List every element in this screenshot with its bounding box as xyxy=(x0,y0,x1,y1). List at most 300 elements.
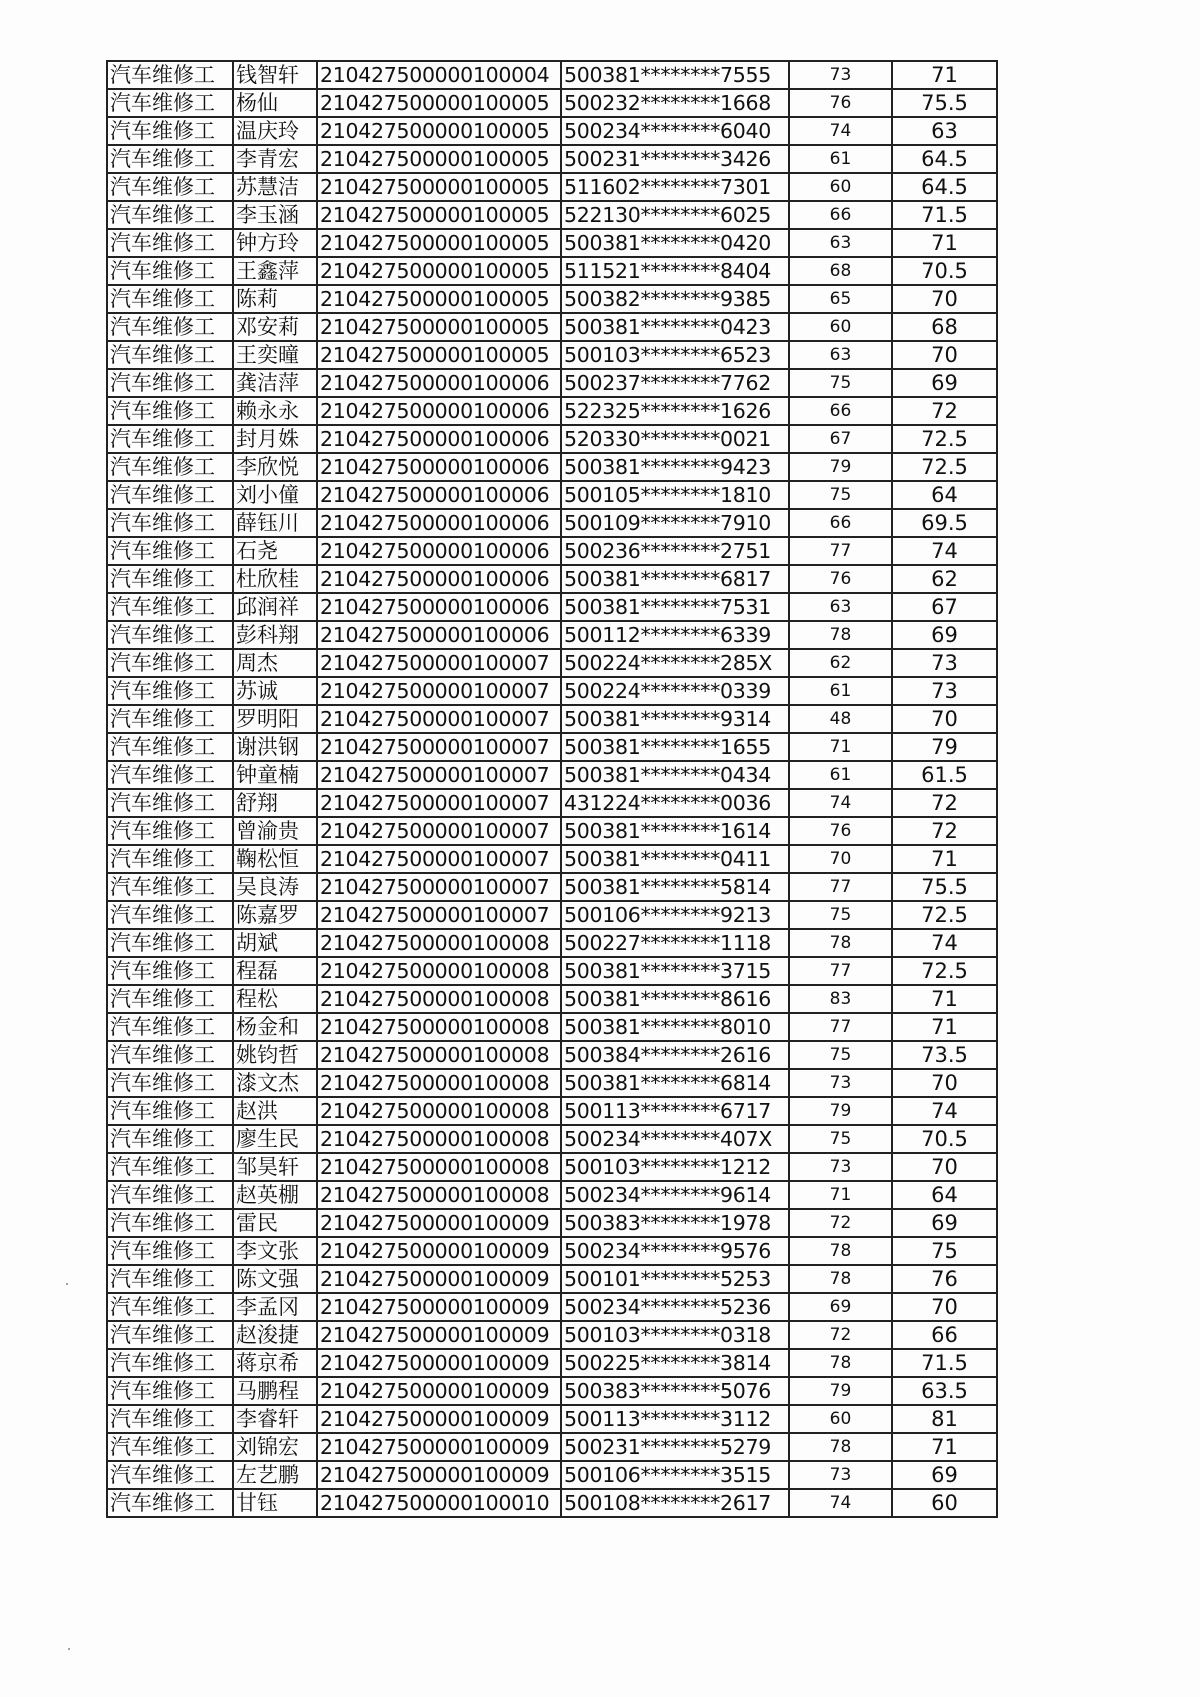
job-type-cell: 汽车维修工 xyxy=(107,1013,233,1041)
job-type-cell: 汽车维修工 xyxy=(107,285,233,313)
score-2-cell: 69 xyxy=(892,1209,997,1237)
certificate-number-cell: 210427500000100004 xyxy=(317,61,561,89)
score-2-cell: 70 xyxy=(892,1153,997,1181)
score-1-cell: 78 xyxy=(789,621,892,649)
id-number-cell: 500381********8616 xyxy=(561,985,789,1013)
score-1-cell: 70 xyxy=(789,845,892,873)
name-cell: 胡斌 xyxy=(233,929,317,957)
score-2-cell: 71 xyxy=(892,229,997,257)
certificate-number-cell: 210427500000100008 xyxy=(317,929,561,957)
score-2-cell: 63.5 xyxy=(892,1377,997,1405)
certificate-number-cell: 210427500000100008 xyxy=(317,1041,561,1069)
id-number-cell: 500384********2616 xyxy=(561,1041,789,1069)
name-cell: 龚洁萍 xyxy=(233,369,317,397)
name-cell: 李睿轩 xyxy=(233,1405,317,1433)
name-cell: 漆文杰 xyxy=(233,1069,317,1097)
certificate-number-cell: 210427500000100009 xyxy=(317,1433,561,1461)
score-1-cell: 61 xyxy=(789,761,892,789)
name-cell: 蒋京希 xyxy=(233,1349,317,1377)
id-number-cell: 500381********3715 xyxy=(561,957,789,985)
name-cell: 吴良涛 xyxy=(233,873,317,901)
id-number-cell: 500103********6523 xyxy=(561,341,789,369)
job-type-cell: 汽车维修工 xyxy=(107,397,233,425)
id-number-cell: 500231********3426 xyxy=(561,145,789,173)
name-cell: 姚钧哲 xyxy=(233,1041,317,1069)
id-number-cell: 500381********0411 xyxy=(561,845,789,873)
table-row xyxy=(107,1405,997,1433)
name-cell: 彭科翔 xyxy=(233,621,317,649)
name-cell: 赵洪 xyxy=(233,1097,317,1125)
table-row xyxy=(107,1349,997,1377)
table-row xyxy=(107,593,997,621)
score-2-cell: 72 xyxy=(892,397,997,425)
score-2-cell: 64 xyxy=(892,1181,997,1209)
score-2-cell: 70 xyxy=(892,1293,997,1321)
table-row xyxy=(107,1069,997,1097)
score-2-cell: 75.5 xyxy=(892,873,997,901)
name-cell: 舒翔 xyxy=(233,789,317,817)
score-2-cell: 72.5 xyxy=(892,425,997,453)
id-number-cell: 500381********9314 xyxy=(561,705,789,733)
certificate-number-cell: 210427500000100006 xyxy=(317,397,561,425)
score-1-cell: 72 xyxy=(789,1321,892,1349)
score-1-cell: 77 xyxy=(789,1013,892,1041)
score-2-cell: 74 xyxy=(892,1097,997,1125)
job-type-cell: 汽车维修工 xyxy=(107,1153,233,1181)
id-number-cell: 500103********1212 xyxy=(561,1153,789,1181)
job-type-cell: 汽车维修工 xyxy=(107,1237,233,1265)
score-1-cell: 75 xyxy=(789,369,892,397)
certificate-number-cell: 210427500000100005 xyxy=(317,117,561,145)
name-cell: 罗明阳 xyxy=(233,705,317,733)
score-1-cell: 68 xyxy=(789,257,892,285)
id-number-cell: 511602********7301 xyxy=(561,173,789,201)
score-2-cell: 74 xyxy=(892,929,997,957)
table-row xyxy=(107,1153,997,1181)
table-row xyxy=(107,397,997,425)
score-2-cell: 68 xyxy=(892,313,997,341)
table-row xyxy=(107,1377,997,1405)
name-cell: 杨仙 xyxy=(233,89,317,117)
name-cell: 谢洪钢 xyxy=(233,733,317,761)
job-type-cell: 汽车维修工 xyxy=(107,621,233,649)
score-1-cell: 63 xyxy=(789,229,892,257)
id-number-cell: 500237********7762 xyxy=(561,369,789,397)
score-2-cell: 64 xyxy=(892,481,997,509)
name-cell: 薛钰川 xyxy=(233,509,317,537)
score-1-cell: 71 xyxy=(789,733,892,761)
job-type-cell: 汽车维修工 xyxy=(107,901,233,929)
name-cell: 温庆玲 xyxy=(233,117,317,145)
id-number-cell: 500234********9576 xyxy=(561,1237,789,1265)
score-2-cell: 66 xyxy=(892,1321,997,1349)
certificate-number-cell: 210427500000100008 xyxy=(317,1097,561,1125)
score-table xyxy=(106,60,998,1518)
certificate-number-cell: 210427500000100009 xyxy=(317,1377,561,1405)
score-2-cell: 75.5 xyxy=(892,89,997,117)
name-cell: 曾渝贵 xyxy=(233,817,317,845)
id-number-cell: 500381********0420 xyxy=(561,229,789,257)
id-number-cell: 500234********9614 xyxy=(561,1181,789,1209)
table-row xyxy=(107,425,997,453)
job-type-cell: 汽车维修工 xyxy=(107,1125,233,1153)
certificate-number-cell: 210427500000100007 xyxy=(317,817,561,845)
certificate-number-cell: 210427500000100009 xyxy=(317,1461,561,1489)
name-cell: 赖永永 xyxy=(233,397,317,425)
score-1-cell: 83 xyxy=(789,985,892,1013)
score-1-cell: 74 xyxy=(789,1489,892,1517)
table-row xyxy=(107,789,997,817)
job-type-cell: 汽车维修工 xyxy=(107,929,233,957)
job-type-cell: 汽车维修工 xyxy=(107,1405,233,1433)
score-1-cell: 78 xyxy=(789,1433,892,1461)
score-2-cell: 69 xyxy=(892,1461,997,1489)
id-number-cell: 500232********1668 xyxy=(561,89,789,117)
score-1-cell: 71 xyxy=(789,1181,892,1209)
score-1-cell: 76 xyxy=(789,565,892,593)
score-1-cell: 78 xyxy=(789,929,892,957)
name-cell: 钟方玲 xyxy=(233,229,317,257)
table-row xyxy=(107,929,997,957)
score-1-cell: 61 xyxy=(789,145,892,173)
score-2-cell: 71 xyxy=(892,845,997,873)
name-cell: 陈莉 xyxy=(233,285,317,313)
job-type-cell: 汽车维修工 xyxy=(107,173,233,201)
id-number-cell: 500234********5236 xyxy=(561,1293,789,1321)
score-1-cell: 63 xyxy=(789,593,892,621)
score-2-cell: 61.5 xyxy=(892,761,997,789)
job-type-cell: 汽车维修工 xyxy=(107,313,233,341)
table-row xyxy=(107,1237,997,1265)
table-row xyxy=(107,1265,997,1293)
job-type-cell: 汽车维修工 xyxy=(107,1041,233,1069)
id-number-cell: 500383********1978 xyxy=(561,1209,789,1237)
score-1-cell: 77 xyxy=(789,537,892,565)
certificate-number-cell: 210427500000100006 xyxy=(317,621,561,649)
name-cell: 李孟冈 xyxy=(233,1293,317,1321)
id-number-cell: 500113********3112 xyxy=(561,1405,789,1433)
certificate-number-cell: 210427500000100008 xyxy=(317,1181,561,1209)
table-row xyxy=(107,201,997,229)
table-row xyxy=(107,621,997,649)
id-number-cell: 500381********0434 xyxy=(561,761,789,789)
name-cell: 赵英棚 xyxy=(233,1181,317,1209)
job-type-cell: 汽车维修工 xyxy=(107,1489,233,1517)
table-row xyxy=(107,341,997,369)
name-cell: 苏诚 xyxy=(233,677,317,705)
table-row xyxy=(107,481,997,509)
table-row xyxy=(107,257,997,285)
job-type-cell: 汽车维修工 xyxy=(107,817,233,845)
table-row xyxy=(107,509,997,537)
score-2-cell: 62 xyxy=(892,565,997,593)
score-1-cell: 72 xyxy=(789,1209,892,1237)
job-type-cell: 汽车维修工 xyxy=(107,1461,233,1489)
scan-speck xyxy=(68,1648,70,1650)
certificate-number-cell: 210427500000100005 xyxy=(317,229,561,257)
certificate-number-cell: 210427500000100007 xyxy=(317,901,561,929)
name-cell: 封月姝 xyxy=(233,425,317,453)
table-row xyxy=(107,1041,997,1069)
name-cell: 杜欣桂 xyxy=(233,565,317,593)
certificate-number-cell: 210427500000100008 xyxy=(317,1153,561,1181)
table-row xyxy=(107,649,997,677)
name-cell: 杨金和 xyxy=(233,1013,317,1041)
name-cell: 李欣悦 xyxy=(233,453,317,481)
certificate-number-cell: 210427500000100005 xyxy=(317,313,561,341)
name-cell: 周杰 xyxy=(233,649,317,677)
score-1-cell: 65 xyxy=(789,285,892,313)
certificate-number-cell: 210427500000100009 xyxy=(317,1265,561,1293)
id-number-cell: 500381********8010 xyxy=(561,1013,789,1041)
job-type-cell: 汽车维修工 xyxy=(107,845,233,873)
name-cell: 程松 xyxy=(233,985,317,1013)
id-number-cell: 500231********5279 xyxy=(561,1433,789,1461)
name-cell: 钱智轩 xyxy=(233,61,317,89)
id-number-cell: 500381********0423 xyxy=(561,313,789,341)
name-cell: 王奕曈 xyxy=(233,341,317,369)
job-type-cell: 汽车维修工 xyxy=(107,593,233,621)
table-row xyxy=(107,901,997,929)
job-type-cell: 汽车维修工 xyxy=(107,789,233,817)
certificate-number-cell: 210427500000100008 xyxy=(317,1069,561,1097)
job-type-cell: 汽车维修工 xyxy=(107,1181,233,1209)
job-type-cell: 汽车维修工 xyxy=(107,649,233,677)
score-2-cell: 74 xyxy=(892,537,997,565)
score-2-cell: 71 xyxy=(892,61,997,89)
table-row xyxy=(107,1433,997,1461)
job-type-cell: 汽车维修工 xyxy=(107,89,233,117)
score-2-cell: 70 xyxy=(892,1069,997,1097)
score-2-cell: 60 xyxy=(892,1489,997,1517)
score-2-cell: 69 xyxy=(892,369,997,397)
score-1-cell: 60 xyxy=(789,313,892,341)
table-row xyxy=(107,1181,997,1209)
id-number-cell: 500381********5814 xyxy=(561,873,789,901)
score-2-cell: 69 xyxy=(892,621,997,649)
score-2-cell: 64.5 xyxy=(892,173,997,201)
table-row xyxy=(107,1209,997,1237)
job-type-cell: 汽车维修工 xyxy=(107,705,233,733)
score-1-cell: 79 xyxy=(789,1377,892,1405)
id-number-cell: 500103********0318 xyxy=(561,1321,789,1349)
certificate-number-cell: 210427500000100006 xyxy=(317,369,561,397)
certificate-number-cell: 210427500000100006 xyxy=(317,481,561,509)
score-2-cell: 71 xyxy=(892,1433,997,1461)
id-number-cell: 500381********7555 xyxy=(561,61,789,89)
table-row xyxy=(107,677,997,705)
score-2-cell: 63 xyxy=(892,117,997,145)
table-row xyxy=(107,313,997,341)
score-1-cell: 74 xyxy=(789,117,892,145)
job-type-cell: 汽车维修工 xyxy=(107,1321,233,1349)
score-1-cell: 78 xyxy=(789,1349,892,1377)
certificate-number-cell: 210427500000100009 xyxy=(317,1293,561,1321)
certificate-number-cell: 210427500000100009 xyxy=(317,1349,561,1377)
id-number-cell: 500108********2617 xyxy=(561,1489,789,1517)
certificate-number-cell: 210427500000100007 xyxy=(317,649,561,677)
table-row xyxy=(107,817,997,845)
certificate-number-cell: 210427500000100007 xyxy=(317,733,561,761)
score-1-cell: 61 xyxy=(789,677,892,705)
name-cell: 陈文强 xyxy=(233,1265,317,1293)
score-1-cell: 48 xyxy=(789,705,892,733)
score-1-cell: 63 xyxy=(789,341,892,369)
id-number-cell: 500112********6339 xyxy=(561,621,789,649)
score-table-body xyxy=(107,61,997,1517)
certificate-number-cell: 210427500000100006 xyxy=(317,537,561,565)
id-number-cell: 500381********1655 xyxy=(561,733,789,761)
table-row xyxy=(107,1321,997,1349)
score-2-cell: 75 xyxy=(892,1237,997,1265)
score-1-cell: 75 xyxy=(789,901,892,929)
score-1-cell: 77 xyxy=(789,873,892,901)
table-row xyxy=(107,89,997,117)
score-1-cell: 77 xyxy=(789,957,892,985)
score-1-cell: 60 xyxy=(789,1405,892,1433)
table-row xyxy=(107,733,997,761)
table-row xyxy=(107,537,997,565)
score-2-cell: 76 xyxy=(892,1265,997,1293)
table-row xyxy=(107,957,997,985)
score-2-cell: 71 xyxy=(892,985,997,1013)
job-type-cell: 汽车维修工 xyxy=(107,257,233,285)
score-1-cell: 78 xyxy=(789,1265,892,1293)
score-2-cell: 70.5 xyxy=(892,1125,997,1153)
score-1-cell: 76 xyxy=(789,817,892,845)
job-type-cell: 汽车维修工 xyxy=(107,677,233,705)
score-2-cell: 73 xyxy=(892,649,997,677)
score-1-cell: 75 xyxy=(789,1125,892,1153)
id-number-cell: 431224********0036 xyxy=(561,789,789,817)
certificate-number-cell: 210427500000100007 xyxy=(317,761,561,789)
id-number-cell: 500381********7531 xyxy=(561,593,789,621)
name-cell: 邱润祥 xyxy=(233,593,317,621)
score-1-cell: 79 xyxy=(789,453,892,481)
job-type-cell: 汽车维修工 xyxy=(107,369,233,397)
id-number-cell: 500227********1118 xyxy=(561,929,789,957)
job-type-cell: 汽车维修工 xyxy=(107,425,233,453)
table-row xyxy=(107,1461,997,1489)
certificate-number-cell: 210427500000100005 xyxy=(317,341,561,369)
job-type-cell: 汽车维修工 xyxy=(107,565,233,593)
id-number-cell: 500113********6717 xyxy=(561,1097,789,1125)
name-cell: 刘锦宏 xyxy=(233,1433,317,1461)
id-number-cell: 500105********1810 xyxy=(561,481,789,509)
certificate-number-cell: 210427500000100005 xyxy=(317,173,561,201)
score-2-cell: 71.5 xyxy=(892,1349,997,1377)
score-1-cell: 73 xyxy=(789,61,892,89)
name-cell: 雷民 xyxy=(233,1209,317,1237)
id-number-cell: 500106********3515 xyxy=(561,1461,789,1489)
name-cell: 邓安莉 xyxy=(233,313,317,341)
job-type-cell: 汽车维修工 xyxy=(107,1265,233,1293)
certificate-number-cell: 210427500000100005 xyxy=(317,145,561,173)
name-cell: 邹昊轩 xyxy=(233,1153,317,1181)
score-1-cell: 67 xyxy=(789,425,892,453)
certificate-number-cell: 210427500000100009 xyxy=(317,1405,561,1433)
certificate-number-cell: 210427500000100008 xyxy=(317,957,561,985)
name-cell: 李文张 xyxy=(233,1237,317,1265)
job-type-cell: 汽车维修工 xyxy=(107,341,233,369)
id-number-cell: 500234********407X xyxy=(561,1125,789,1153)
score-2-cell: 73 xyxy=(892,677,997,705)
score-1-cell: 73 xyxy=(789,1069,892,1097)
id-number-cell: 520330********0021 xyxy=(561,425,789,453)
certificate-number-cell: 210427500000100006 xyxy=(317,509,561,537)
certificate-number-cell: 210427500000100007 xyxy=(317,873,561,901)
score-2-cell: 72 xyxy=(892,789,997,817)
name-cell: 刘小僮 xyxy=(233,481,317,509)
score-2-cell: 70 xyxy=(892,285,997,313)
id-number-cell: 500224********285X xyxy=(561,649,789,677)
certificate-number-cell: 210427500000100007 xyxy=(317,845,561,873)
score-1-cell: 66 xyxy=(789,201,892,229)
score-2-cell: 79 xyxy=(892,733,997,761)
name-cell: 苏慧洁 xyxy=(233,173,317,201)
certificate-number-cell: 210427500000100006 xyxy=(317,565,561,593)
job-type-cell: 汽车维修工 xyxy=(107,1377,233,1405)
score-1-cell: 79 xyxy=(789,1097,892,1125)
table-row xyxy=(107,873,997,901)
score-1-cell: 73 xyxy=(789,1153,892,1181)
id-number-cell: 511521********8404 xyxy=(561,257,789,285)
table-row xyxy=(107,705,997,733)
certificate-number-cell: 210427500000100005 xyxy=(317,89,561,117)
score-2-cell: 70 xyxy=(892,341,997,369)
score-2-cell: 81 xyxy=(892,1405,997,1433)
table-row xyxy=(107,117,997,145)
certificate-number-cell: 210427500000100005 xyxy=(317,201,561,229)
job-type-cell: 汽车维修工 xyxy=(107,1097,233,1125)
score-1-cell: 60 xyxy=(789,173,892,201)
certificate-number-cell: 210427500000100005 xyxy=(317,257,561,285)
job-type-cell: 汽车维修工 xyxy=(107,761,233,789)
name-cell: 甘钰 xyxy=(233,1489,317,1517)
name-cell: 李玉涵 xyxy=(233,201,317,229)
id-number-cell: 500109********7910 xyxy=(561,509,789,537)
certificate-number-cell: 210427500000100005 xyxy=(317,285,561,313)
certificate-number-cell: 210427500000100006 xyxy=(317,425,561,453)
certificate-number-cell: 210427500000100007 xyxy=(317,789,561,817)
score-1-cell: 75 xyxy=(789,481,892,509)
score-2-cell: 70.5 xyxy=(892,257,997,285)
id-number-cell: 500106********9213 xyxy=(561,901,789,929)
id-number-cell: 522325********1626 xyxy=(561,397,789,425)
score-2-cell: 72.5 xyxy=(892,453,997,481)
certificate-number-cell: 210427500000100008 xyxy=(317,1125,561,1153)
certificate-number-cell: 210427500000100007 xyxy=(317,677,561,705)
id-number-cell: 522130********6025 xyxy=(561,201,789,229)
table-row xyxy=(107,1013,997,1041)
table-row xyxy=(107,173,997,201)
name-cell: 王鑫萍 xyxy=(233,257,317,285)
id-number-cell: 500382********9385 xyxy=(561,285,789,313)
id-number-cell: 500236********2751 xyxy=(561,537,789,565)
table-row xyxy=(107,845,997,873)
job-type-cell: 汽车维修工 xyxy=(107,1209,233,1237)
certificate-number-cell: 210427500000100009 xyxy=(317,1209,561,1237)
score-1-cell: 75 xyxy=(789,1041,892,1069)
job-type-cell: 汽车维修工 xyxy=(107,733,233,761)
table-row xyxy=(107,285,997,313)
job-type-cell: 汽车维修工 xyxy=(107,201,233,229)
score-2-cell: 71 xyxy=(892,1013,997,1041)
score-1-cell: 66 xyxy=(789,397,892,425)
certificate-number-cell: 210427500000100009 xyxy=(317,1237,561,1265)
certificate-number-cell: 210427500000100008 xyxy=(317,1013,561,1041)
job-type-cell: 汽车维修工 xyxy=(107,1433,233,1461)
